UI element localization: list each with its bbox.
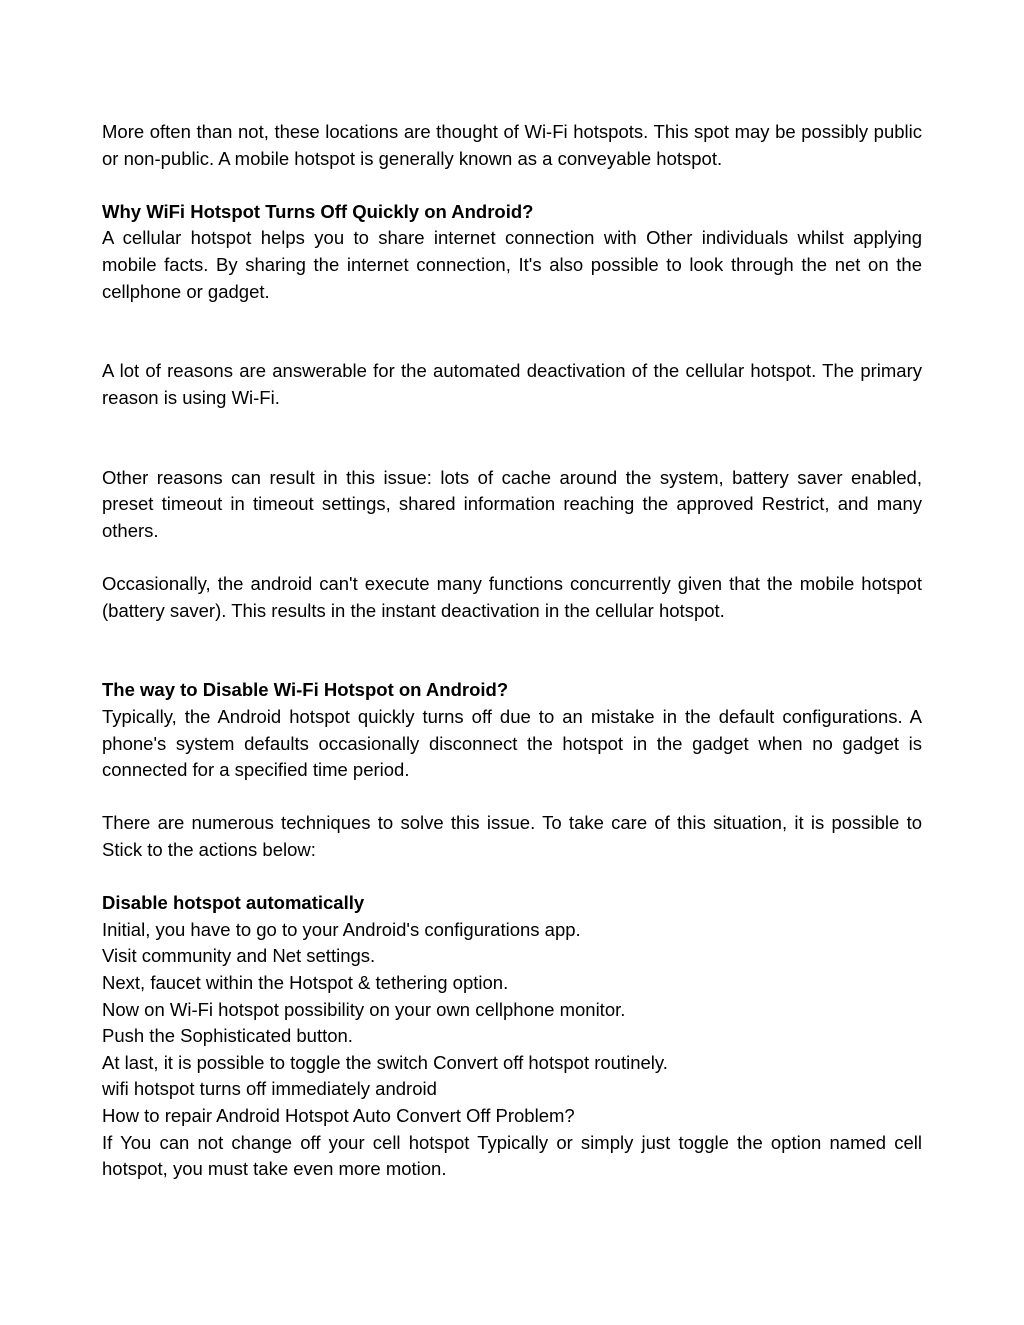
- spacer: [102, 305, 922, 358]
- spacer: [102, 784, 922, 811]
- step-line: wifi hotspot turns off immediately android: [102, 1078, 437, 1100]
- step-line: Now on Wi-Fi hotspot possibility on your own cellphone monitor.: [102, 998, 626, 1020]
- heading-disable-automatically: Disable hotspot automatically: [102, 892, 365, 914]
- step-line: Next, faucet within the Hotspot & tethering option.: [102, 972, 509, 993]
- step-line: Visit community and Net settings.: [102, 945, 376, 967]
- step-line: How to repair Android Hotspot Auto Convert Off Problem?: [102, 1104, 575, 1126]
- step-line: At last, it is possible to toggle the switch Convert off hotspot routinely.: [102, 1051, 668, 1073]
- spacer: [102, 624, 922, 677]
- step-line: Initial, you have to go to your Android's configurations app.: [102, 918, 581, 940]
- spacer: [102, 545, 922, 572]
- heading-disable-hotspot: The way to Disable Wi-Fi Hotspot on Android?: [102, 679, 509, 701]
- paragraph-cellular-hotspot: A cellular hotspot helps you to share internet connection with Other individuals whilst applying mobile facts. By sharing the internet connection, It's also possible to look through the net on the cellphone or gadget.: [102, 227, 922, 302]
- paragraph-more-motion: If You can not change off your cell hotspot Typically or simply just toggle the option named cell hotspot, you must take even more motion.: [102, 1131, 922, 1180]
- spacer: [102, 172, 922, 199]
- paragraph-hotspot-intro: More often than not, these locations are thought of Wi-Fi hotspots. This spot may be possibly public or non-public. A mobile hotspot is generally known as a conveyable hotspot.: [102, 121, 922, 169]
- spacer: [102, 864, 922, 891]
- step-line: Push the Sophisticated button.: [102, 1025, 353, 1047]
- paragraph-default-configurations: Typically, the Android hotspot quickly turns off due to an mistake in the default configurations. A phone's system defaults occasionally disconnect the hotspot in the gadget when no gadget is connected for a specified time period.: [102, 706, 922, 781]
- paragraph-reasons: A lot of reasons are answerable for the automated deactivation of the cellular hotspot. The primary reason is using Wi-Fi.: [102, 360, 922, 408]
- paragraph-techniques: There are numerous techniques to solve this issue. To take care of this situation, it is possible to Stick to the actions below:: [102, 812, 922, 861]
- heading-why-hotspot-turns-off: Why WiFi Hotspot Turns Off Quickly on Android?: [102, 200, 534, 222]
- paragraph-other-reasons: Other reasons can result in this issue: lots of cache around the system, battery saver enabled, preset timeout in timeout settings, shared information reaching the approved Restrict, and many others.: [102, 466, 922, 541]
- document-page: [102, 119, 922, 1183]
- spacer: [102, 412, 922, 465]
- paragraph-battery-saver: Occasionally, the android can't execute many functions concurrently given that the mobile hotspot (battery saver). This results in the instant deactivation in the cellular hotspot.: [102, 573, 922, 621]
